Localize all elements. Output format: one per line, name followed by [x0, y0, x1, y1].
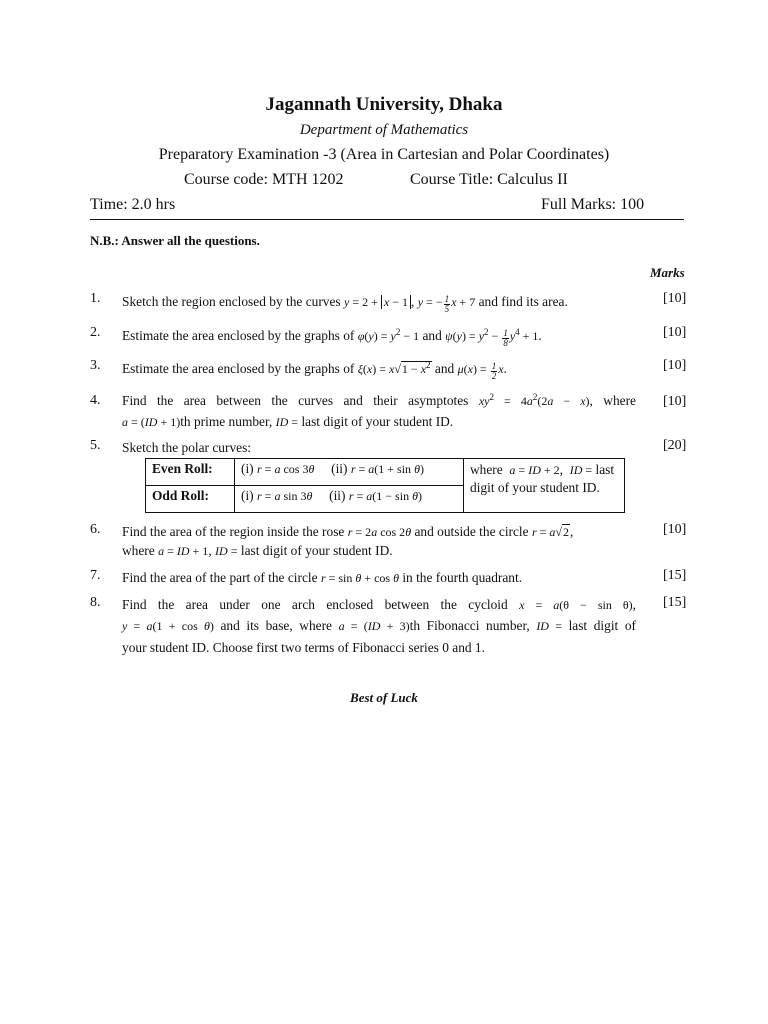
question-number: 4.	[90, 393, 101, 408]
question-text-line2: y = a(1 + cos θ) and its base, where a = (ID + 3)th Fibonacci number, ID = last digit of	[122, 618, 636, 633]
table-row	[146, 459, 625, 486]
question-number: 7.	[90, 568, 101, 583]
marks-heading: Marks	[650, 265, 685, 280]
equation: ID =	[215, 544, 238, 558]
equation: $\psi(y) = y^2$ − $\frac{1}{8}$ $y^4 + 1$	[445, 327, 539, 348]
question-text: Estimate the area enclosed by the graphs of $\xi(x) = x√1 - x^2$ and μ(x) = $\frac{1}{2}$ x.	[122, 360, 507, 381]
equation: $xy^2 = 4a^2(2a - x)$	[478, 392, 590, 408]
even-roll-curves: (i) r = a cos 3θ (ii) r = a(1 + sin θ)	[235, 459, 464, 486]
question-marks: [10]	[663, 358, 687, 373]
question-number: 6.	[90, 522, 101, 537]
polar-curves-table	[145, 458, 625, 513]
university-name: Jagannath University, Dhaka	[265, 94, 503, 115]
closing-message: Best of Luck	[350, 690, 418, 705]
question-text-line3: your student ID. Choose first two terms of Fibonacci series 0 and 1.	[122, 640, 485, 655]
question-marks: [10]	[663, 522, 687, 537]
instructions: N.B.: Answer all the questions.	[90, 233, 260, 248]
equation: y = − $\frac{1}{5}$ x + 7	[417, 294, 476, 314]
equation: r = a√2	[531, 525, 570, 539]
header-divider	[90, 219, 684, 220]
exam-time: Time: 2.0 hrs	[90, 196, 176, 213]
equation: r = 2a cos 2θ	[347, 525, 412, 539]
course-row	[184, 171, 568, 189]
equation: r = sin θ + cos θ	[320, 571, 399, 585]
exam-title: Preparatory Examination -3 (Area in Cartesian and Polar Coordinates)	[158, 146, 610, 163]
department-name: Department of Mathematics	[299, 122, 469, 138]
question-number: 8.	[90, 595, 101, 610]
equation: y = 2 + x − 1	[344, 295, 411, 309]
odd-roll-curves: (i) r = a sin 3θ (ii) r = a(1 − sin θ)	[235, 486, 464, 513]
question-marks: [10]	[663, 394, 687, 409]
even-roll-label: Even Roll:	[146, 459, 235, 486]
question-number: 2.	[90, 325, 101, 340]
question-text: Find the area between the curves and their asymptotes $xy^2 = 4a^2(2a - x)$, where	[122, 392, 636, 408]
equation: a = (ID + 3)	[338, 619, 410, 633]
question-text: Find the area under one arch enclosed between the cycloid x = a(θ − sin θ),	[122, 597, 636, 612]
course-title: Course Title: Calculus II	[410, 171, 568, 188]
question-marks: [20]	[663, 438, 687, 453]
odd-roll-label: Odd Roll:	[146, 486, 235, 513]
question-number: 1.	[90, 291, 101, 306]
question-text-line2: where a = ID + 1, ID = last digit of your student ID.	[122, 543, 393, 558]
equation: x = a(θ − sin θ)	[519, 598, 633, 612]
equation: ID =	[536, 619, 562, 633]
equation: μ(x) = $\frac{1}{2}$ x	[457, 361, 504, 381]
equation: ID =	[275, 415, 299, 429]
question-text: Sketch the region enclosed by the curves y = 2 + x − 1 , y = − $\frac{1}{5}$ x + 7 and find its area.	[122, 294, 568, 314]
question-marks: [15]	[663, 595, 687, 610]
question-text-line2: a = (ID + 1)th prime number, ID = last digit of your student ID.	[122, 414, 454, 429]
equation: a = ID + 1	[158, 544, 209, 558]
question-number: 3.	[90, 358, 101, 373]
roll-note: where a = ID + 2, ID = last digit of your student ID.	[464, 459, 625, 513]
question-marks: [10]	[663, 325, 687, 340]
equation: a = (ID + 1)	[122, 415, 181, 429]
question-marks: [15]	[663, 568, 687, 583]
equation: y = a(1 + cos θ)	[122, 619, 214, 633]
question-number: 5.	[90, 438, 101, 453]
question-text: Find the area of the region inside the rose r = 2a cos 2θ and outside the circle r = a√2,	[122, 524, 574, 539]
full-marks: Full Marks: 100	[541, 196, 645, 213]
equation: $\varphi(y) = y^2 - 1$	[357, 327, 420, 343]
question-text: Sketch the polar curves:	[122, 440, 252, 455]
question-text: Estimate the area enclosed by the graphs of $\varphi(y) = y^2 - 1$ and $\psi(y) = y^2$ − $\frac{1}{8}$ $y^4 + 1$.	[122, 327, 542, 348]
question-marks: [10]	[663, 291, 687, 306]
question-text: Find the area of the part of the circle r = sin θ + cos θ in the fourth quadrant.	[122, 570, 523, 585]
course-code: Course code: MTH 1202	[184, 171, 344, 188]
equation: $\xi(x) = x√1 - x^2$	[357, 360, 431, 376]
